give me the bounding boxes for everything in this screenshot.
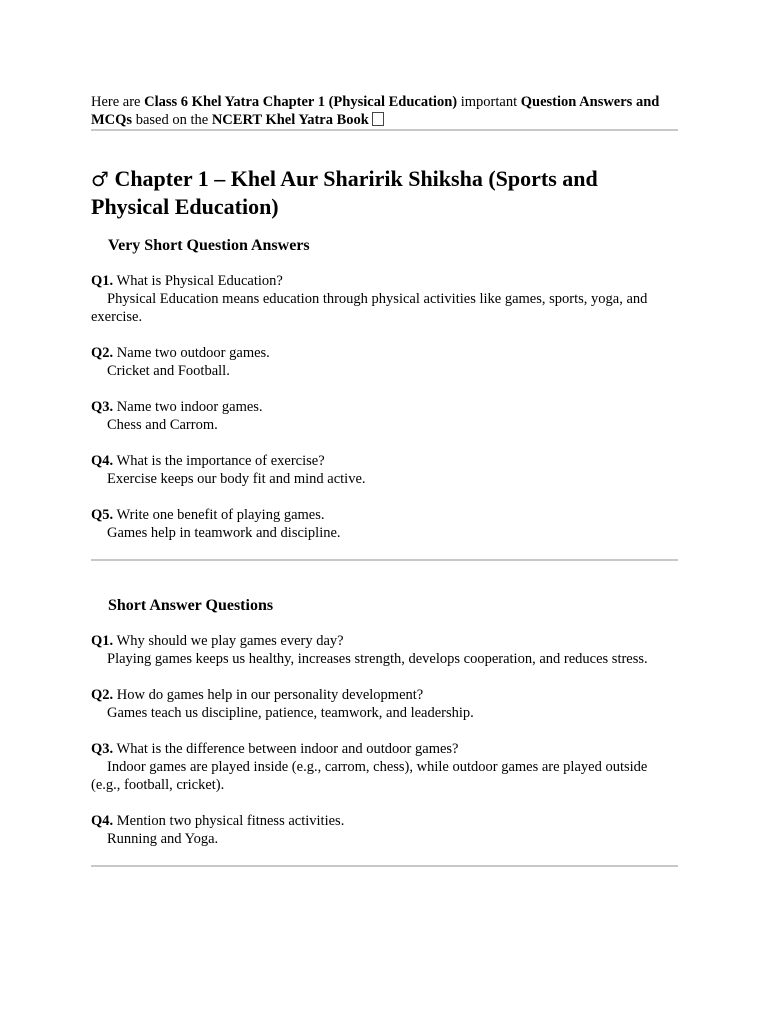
question-number: Q3. bbox=[91, 741, 114, 757]
question-text: What is the difference between indoor and outdoor games? bbox=[113, 741, 459, 757]
question-number: Q3. bbox=[91, 399, 114, 415]
answer-text: Cricket and Football. bbox=[107, 363, 230, 379]
male-symbol-icon: ♂ bbox=[91, 167, 109, 191]
divider bbox=[91, 865, 678, 867]
question-text: What is the importance of exercise? bbox=[113, 453, 325, 469]
answer-text: Games teach us discipline, patience, teamwork, and leadership. bbox=[107, 705, 474, 721]
intro-text: based on the bbox=[132, 112, 212, 128]
answer-text: Games help in teamwork and discipline. bbox=[107, 525, 341, 541]
very-short-qa-list bbox=[91, 272, 678, 542]
qa-item bbox=[91, 686, 678, 722]
section-title-very-short: Very Short Question Answers bbox=[108, 237, 310, 254]
question-number: Q4. bbox=[91, 813, 114, 829]
answer-text: Physical Education means education through physical activities like games, sports, yoga, and exercise. bbox=[91, 291, 648, 325]
chapter-title bbox=[91, 165, 678, 220]
intro-bold-qa: Question Answers and MCQs bbox=[91, 94, 660, 128]
section-title-short: Short Answer Questions bbox=[108, 597, 274, 614]
article-content bbox=[91, 93, 678, 867]
answer-text: Playing games keeps us healthy, increases strength, develops cooperation, and reduces stress. bbox=[107, 651, 648, 667]
intro-text: Here are bbox=[91, 94, 145, 110]
qa-item bbox=[91, 632, 678, 668]
answer-text: Running and Yoga. bbox=[107, 831, 219, 847]
question-number: Q1. bbox=[91, 633, 114, 649]
qa-item bbox=[91, 740, 678, 794]
qa-item bbox=[91, 506, 678, 542]
book-icon bbox=[372, 112, 384, 126]
question-text: Name two outdoor games. bbox=[113, 345, 270, 361]
question-text: What is Physical Education? bbox=[113, 273, 283, 289]
divider bbox=[91, 129, 678, 131]
chapter-title-text: Chapter 1 – Khel Aur Sharirik Shiksha (Sports and Physical Education) bbox=[91, 166, 598, 219]
question-number: Q4. bbox=[91, 453, 114, 469]
question-number: Q2. bbox=[91, 345, 114, 361]
question-text: Write one benefit of playing games. bbox=[113, 507, 325, 523]
divider bbox=[91, 559, 678, 561]
intro-text: important bbox=[457, 94, 521, 110]
short-qa-list bbox=[91, 632, 678, 848]
intro-paragraph bbox=[91, 93, 678, 129]
intro-bold-book: NCERT Khel Yatra Book bbox=[211, 112, 369, 128]
qa-item bbox=[91, 452, 678, 488]
answer-text: Indoor games are played inside (e.g., carrom, chess), while outdoor games are played outside (e.g., football, cricket). bbox=[91, 759, 648, 793]
intro-bold-chapter: Class 6 Khel Yatra Chapter 1 (Physical Education) bbox=[144, 94, 458, 110]
qa-item bbox=[91, 344, 678, 380]
qa-item bbox=[91, 398, 678, 434]
question-text: Name two indoor games. bbox=[113, 399, 263, 415]
question-text: Mention two physical fitness activities. bbox=[113, 813, 345, 829]
qa-item bbox=[91, 812, 678, 848]
question-number: Q5. bbox=[91, 507, 114, 523]
question-text: Why should we play games every day? bbox=[113, 633, 344, 649]
answer-text: Chess and Carrom. bbox=[107, 417, 218, 433]
qa-item bbox=[91, 272, 678, 326]
question-text: How do games help in our personality development? bbox=[113, 687, 424, 703]
question-number: Q2. bbox=[91, 687, 114, 703]
question-number: Q1. bbox=[91, 273, 114, 289]
answer-text: Exercise keeps our body fit and mind active. bbox=[107, 471, 366, 487]
